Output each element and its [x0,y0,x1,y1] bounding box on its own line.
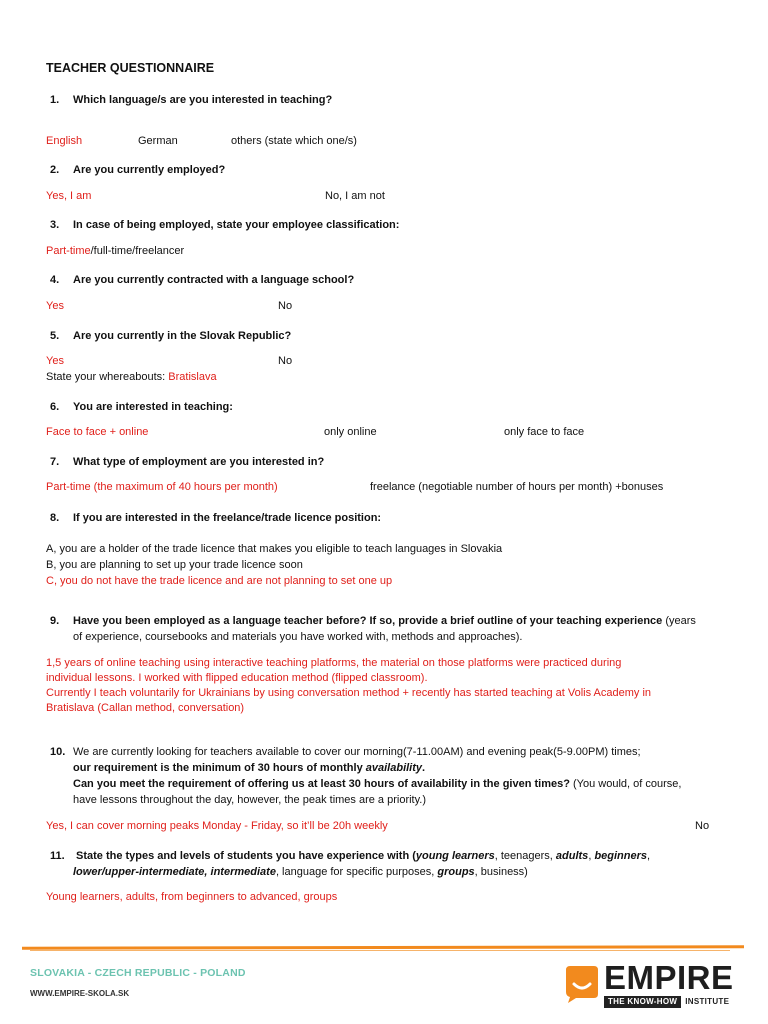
q2-option-no: No, I am not [325,190,385,202]
q5-whereabouts-value: Bratislava [168,371,217,383]
q11-answer: Young learners, adults, from beginners to advanced, groups [46,891,338,903]
q1-question: Which language/s are you interested in teaching? [73,94,333,106]
q10-line3-normal: (You would, of course, [569,778,682,790]
q11-l2-b: , language for specific purposes, [275,866,438,878]
q6-question: You are interested in teaching: [73,401,233,413]
q8-option-b: B, you are planning to set up your trade licence soon [46,559,303,571]
q8-number: 8. [50,512,60,524]
q4-number: 4. [50,274,60,286]
empire-logo [564,959,744,1010]
q10-line3-bold: Can you meet the requirement of offering us at least 30 hours of availability in the given times? [73,778,570,790]
q10-line4: have lessons throughout the day, however, the peak times are a priority.) [73,794,427,806]
q1-option-others: others (state which one/s) [231,135,357,147]
q3-answer [46,244,184,259]
q11-line1 [76,849,650,864]
q11-l2-c: groups [437,866,475,878]
q10-line2-bold: our requirement is the minimum of 30 hours of monthly [73,762,366,774]
q10-line3 [73,777,681,792]
q5-whereabouts [46,370,217,385]
q8-option-a: A, you are a holder of the trade licence that makes you eligible to teach languages in Slovakia [46,543,503,555]
q1-option-english: English [46,135,83,147]
q10-option-no: No [695,820,710,832]
empire-logo-icon [564,964,600,1004]
q6-option-only-online: only online [324,426,377,438]
q10-line2 [73,761,425,776]
q10-line1: We are currently looking for teachers available to cover our morning(7-11.00AM) and evening peak(5-9.00PM) times; [73,746,641,758]
q6-option-face-to-face-online: Face to face + online [46,426,149,438]
q7-option-part-time: Part-time (the maximum of 40 hours per month) [46,481,278,493]
q4-option-no: No [278,300,293,312]
q5-question: Are you currently in the Slovak Republic? [73,330,292,342]
q2-question: Are you currently employed? [73,164,226,176]
q9-answer-line1: 1,5 years of online teaching using interactive teaching platforms, the material on those platforms were practiced during [46,657,622,669]
q11-l1-e: , [588,850,595,862]
q9-answer-line3: Currently I teach voluntarily for Ukrainians by using conversation method + recently has started teaching at Volis Academy in [46,687,652,699]
q11-l1-f: beginners [594,850,648,862]
q3-number: 3. [50,219,60,231]
q4-option-yes: Yes [46,300,64,312]
q11-number: 11. [50,850,65,862]
q5-number: 5. [50,330,60,342]
q3-answer-rest: /full-time/freelancer [90,245,185,257]
q10-option-yes: Yes, I can cover morning peaks Monday - Friday, so it’ll be 20h weekly [46,820,388,832]
logo-tag-light: INSTITUTE [685,997,730,1006]
q3-answer-selected: Part-time [46,245,91,257]
q9-number: 9. [50,615,60,627]
document-title: TEACHER QUESTIONNAIRE [46,61,215,75]
q8-question: If you are interested in the freelance/trade licence position: [73,512,382,524]
q11-l1-d: adults [555,850,589,862]
q3-question: In case of being employed, state your employee classification: [73,219,400,231]
q2-option-yes: Yes, I am [46,190,92,202]
empire-logo-tagline [604,996,729,1008]
q11-l2-a: lower/upper-intermediate, intermediate [73,866,276,878]
q9-question-bold: Have you been employed as a language teacher before? If so, provide a brief outline of your teaching experience [73,615,663,627]
logo-tag-dark: THE KNOW-HOW [604,996,681,1008]
q6-number: 6. [50,401,60,413]
q5-whereabouts-label: State your whereabouts: [46,371,169,383]
footer-countries: SLOVAKIA - CZECH REPUBLIC - POLAND [30,967,246,979]
q1-number: 1. [50,94,60,106]
empire-logo-word: EMPIRE [604,959,734,996]
q11-l1-c: , teenagers, [494,850,556,862]
q4-question: Are you currently contracted with a language school? [73,274,355,286]
q11-l2-d: , business) [474,866,528,878]
q11-l1-b: young learners [415,850,495,862]
q10-line2-end: . [422,762,426,774]
q9-question-line2: of experience, coursebooks and materials you have worked with, methods and approaches). [73,631,523,643]
q8-option-c: C, you do not have the trade licence and are not planning to set one up [46,575,393,587]
q11-l1-a: State the types and levels of students you have experience with ( [76,850,416,862]
q9-question-normal: (years [662,615,696,627]
q9-answer-line4: Bratislava (Callan method, conversation) [46,702,245,714]
q10-number: 10. [50,746,66,758]
q7-option-freelance: freelance (negotiable number of hours per month) +bonuses [370,481,664,493]
q2-number: 2. [50,164,60,176]
q5-option-yes: Yes [46,355,64,367]
q5-option-no: No [278,355,293,367]
footer-divider-secondary [30,950,730,951]
q1-option-german: German [138,135,178,147]
q10-line2-italic: availability [365,762,423,774]
q11-line2 [73,865,528,880]
q11-l1-g: , [647,850,651,862]
q7-question: What type of employment are you interested in? [73,456,325,468]
footer-website: WWW.EMPIRE-SKOLA.SK [30,989,130,998]
q9-question-line1 [73,614,696,629]
q7-number: 7. [50,456,60,468]
q9-answer-line2: individual lessons. I worked with flipped education method (flipped classroom). [46,672,428,684]
q6-option-only-face-to-face: only face to face [504,426,585,438]
